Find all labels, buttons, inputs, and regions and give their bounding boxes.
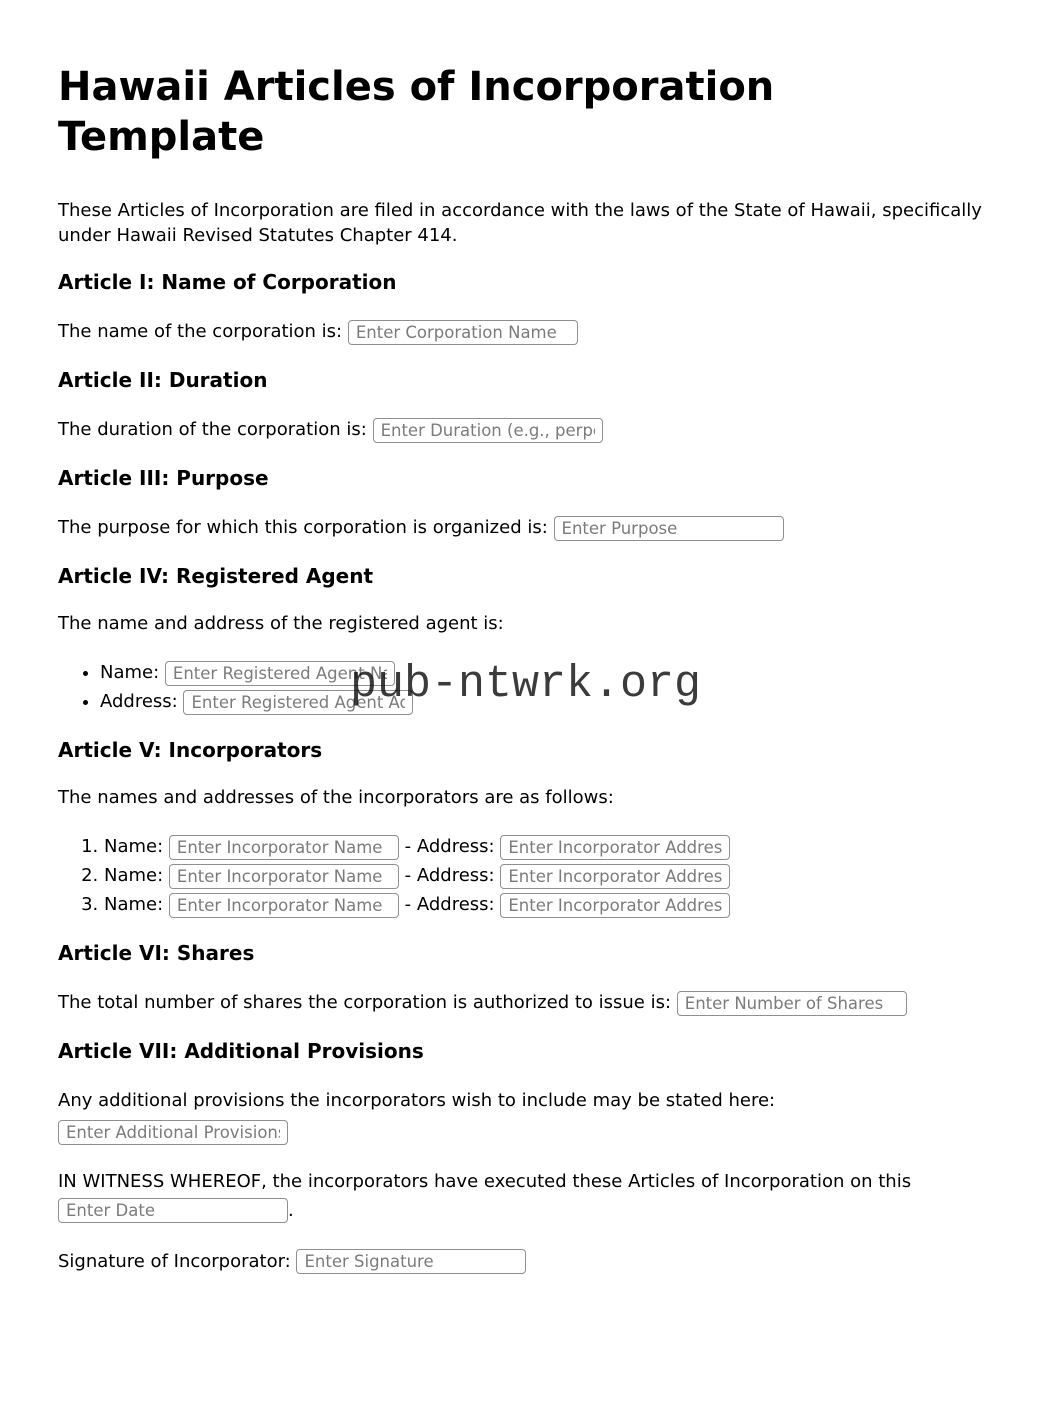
date-input[interactable] bbox=[58, 1198, 288, 1223]
purpose-label: The purpose for which this corporation is organized is: bbox=[58, 517, 548, 538]
incorporator-address-label: - Address: bbox=[404, 836, 495, 857]
agent-name-item bbox=[100, 658, 997, 687]
witness-text: IN WITNESS WHEREOF, the incorporators have executed these Articles of Incorporation on this bbox=[58, 1170, 912, 1192]
duration-label: The duration of the corporation is: bbox=[58, 419, 367, 440]
agent-address-item bbox=[100, 687, 997, 716]
registered-agent-list bbox=[58, 658, 997, 716]
article-3-heading: Article III: Purpose bbox=[58, 466, 269, 490]
duration-input[interactable] bbox=[373, 418, 603, 443]
incorporator-1-name-input[interactable] bbox=[169, 835, 399, 860]
purpose-input[interactable] bbox=[554, 516, 784, 541]
article-4-heading: Article IV: Registered Agent bbox=[58, 564, 374, 588]
signature-label: Signature of Incorporator: bbox=[58, 1250, 291, 1272]
additional-provisions-block bbox=[58, 1086, 997, 1145]
shares-input[interactable] bbox=[677, 991, 907, 1016]
watermark: pub-ntwrk.org bbox=[350, 659, 702, 710]
incorporator-list bbox=[58, 832, 997, 919]
article-6-heading: Article VI: Shares bbox=[58, 941, 255, 965]
incorporator-row bbox=[104, 832, 997, 861]
incorporator-row bbox=[104, 861, 997, 890]
incorporator-name-label: Name: bbox=[104, 865, 164, 886]
incorporator-address-label: - Address: bbox=[404, 894, 495, 915]
incorporator-2-name-input[interactable] bbox=[169, 864, 399, 889]
incorporator-name-label: Name: bbox=[104, 894, 164, 915]
incorporator-3-name-input[interactable] bbox=[169, 893, 399, 918]
agent-address-label: Address: bbox=[100, 691, 178, 712]
article-2-heading: Article II: Duration bbox=[58, 368, 268, 392]
registered-agent-label: The name and address of the registered agent is: bbox=[58, 613, 504, 634]
witness-period: . bbox=[288, 1199, 294, 1221]
intro-text: These Articles of Incorporation are filed in accordance with the laws of the State of Hawaii, specifically under Hawaii Revised Statutes Chapter 414. bbox=[58, 200, 982, 246]
corporation-name-input[interactable] bbox=[348, 320, 578, 345]
duration-line bbox=[58, 415, 997, 444]
incorporator-row bbox=[104, 890, 997, 919]
signature-line bbox=[58, 1247, 997, 1276]
purpose-line bbox=[58, 513, 997, 542]
article-1-heading: Article I: Name of Corporation bbox=[58, 270, 397, 294]
shares-label: The total number of shares the corporation is authorized to issue is: bbox=[58, 992, 672, 1013]
agent-address-input[interactable] bbox=[183, 690, 413, 715]
agent-name-input[interactable] bbox=[165, 661, 395, 686]
additional-provisions-label: Any additional provisions the incorporators wish to include may be stated here: bbox=[58, 1090, 776, 1111]
page-title: Hawaii Articles of Incorporation Template bbox=[58, 64, 775, 160]
incorporator-2-address-input[interactable] bbox=[500, 864, 730, 889]
shares-line bbox=[58, 988, 997, 1017]
incorporator-3-address-input[interactable] bbox=[500, 893, 730, 918]
article-7-heading: Article VII: Additional Provisions bbox=[58, 1039, 424, 1063]
agent-name-label: Name: bbox=[100, 662, 160, 683]
corporation-name-label: The name of the corporation is: bbox=[58, 321, 343, 342]
incorporator-address-label: - Address: bbox=[404, 865, 495, 886]
witness-line bbox=[58, 1167, 997, 1225]
incorporator-name-label: Name: bbox=[104, 836, 164, 857]
incorporators-label: The names and addresses of the incorporators are as follows: bbox=[58, 787, 614, 808]
incorporator-1-address-input[interactable] bbox=[500, 835, 730, 860]
corporation-name-line bbox=[58, 317, 997, 346]
additional-provisions-input[interactable] bbox=[58, 1120, 288, 1145]
article-5-heading: Article V: Incorporators bbox=[58, 738, 323, 762]
signature-input[interactable] bbox=[296, 1249, 526, 1274]
